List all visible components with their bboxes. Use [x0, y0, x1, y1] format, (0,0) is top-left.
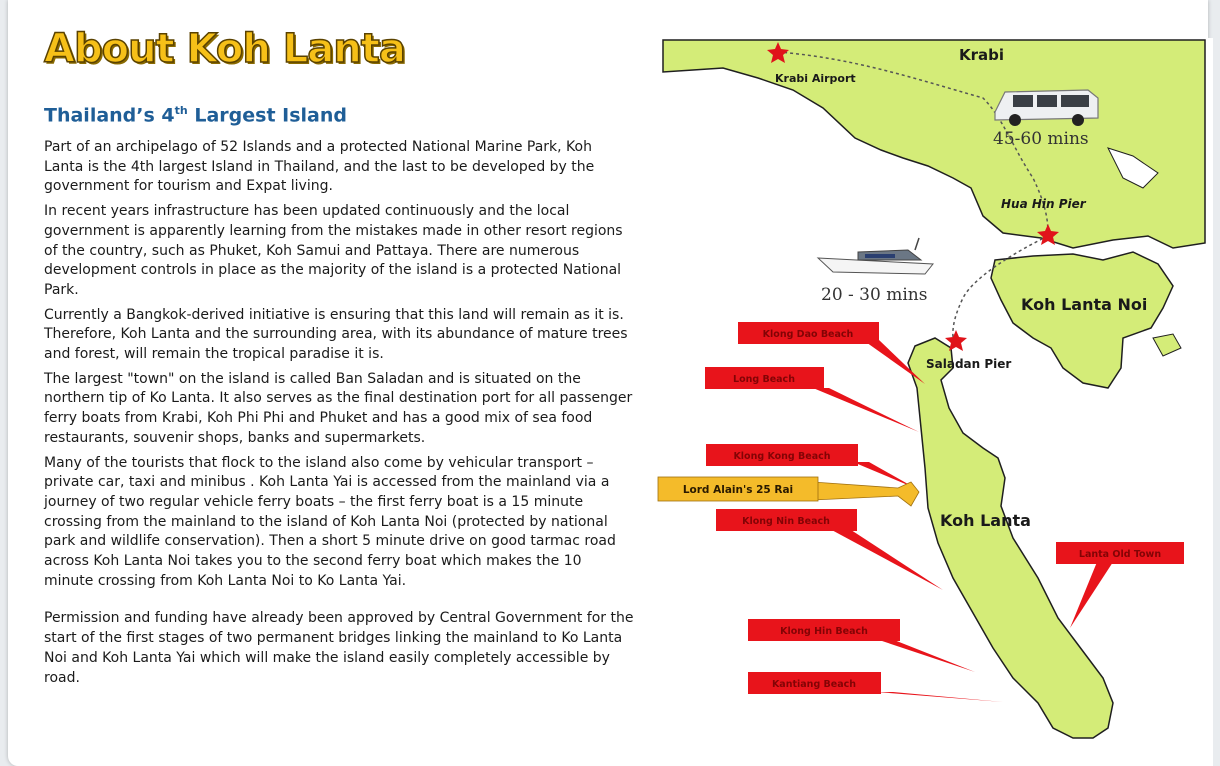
label-koh-lanta: Koh Lanta: [940, 511, 1031, 530]
label-koh-lanta-noi: Koh Lanta Noi: [1021, 295, 1148, 314]
label-property: Lord Alain's 25 Rai: [682, 484, 794, 496]
label-van-time: 45-60 mins: [993, 129, 1089, 149]
subtitle-main: Thailand’s 4: [44, 104, 175, 127]
paragraph: Permission and funding have already been approved by Central Government for the start of the first stages of two permanent bridges linking the mainland to Ko Lanta Noi and Koh Lanta Yai which will make the island easily completely accessible by road.: [44, 610, 634, 686]
label-klong-nin-beach: Klong Nin Beach: [742, 516, 830, 527]
label-krabi: Krabi: [959, 46, 1005, 64]
label-lanta-old-town: Lanta Old Town: [1078, 549, 1162, 560]
page-title: About Koh Lanta: [44, 26, 405, 72]
paragraph: Part of an archipelago of 52 Islands and a protected National Marine Park, Koh Lanta is the 4th largest Island in Thailand, and the last to be developed by the government for tourism and Expat living.: [44, 139, 595, 195]
article-body: [44, 138, 634, 693]
label-klong-dao-beach: Klong Dao Beach: [762, 329, 854, 340]
koh-lanta-map: [653, 38, 1213, 766]
subtitle-superscript: th: [174, 104, 188, 117]
info-page: [8, 0, 1208, 766]
paragraph: Many of the tourists that flock to the island also come by vehicular transport – private car, taxi and minibus . Koh Lanta Yai is accessed from the mainland via a journey of two regular vehicle ferry boats – the first ferry boat is a 15 minute crossing from the mainland to the island of Koh Lanta Noi (protected by national park and wildlife conservation). Then a short 5 minute drive on good tarmac road across Koh Lanta Noi takes you to the second ferry boat which makes the 10 minute crossing from Koh Lanta Noi to Ko Lanta Yai.: [44, 454, 616, 589]
label-klong-hin-beach: Klong Hin Beach: [780, 626, 868, 637]
label-boat-time: 20 - 30 mins: [821, 285, 928, 305]
label-klong-kong-beach: Klong Kong Beach: [733, 451, 831, 462]
paragraph: The largest "town" on the island is called Ban Saladan and is situated on the northern tip of Ko Lanta. It also serves as the final destination port for all passenger ferry boats from Krabi, Koh Phi Phi and Phuket and has a good mix of sea food restaurants, souvenir shops, banks and supermarkets.: [44, 370, 633, 446]
paragraph: Currently a Bangkok-derived initiative is ensuring that this land will remain as it is. Therefore, Koh Lanta and the surrounding area, with its abundance of mature trees and forest, will remain the tropical paradise it is.: [44, 306, 628, 363]
paragraph: In recent years infrastructure has been updated continuously and the local government is apparently learning from the mistakes made in other resort regions of the country, such as Phuket, Koh Samui and Pattaya. There are numerous development controls in place as the majority of the island is a protected National Park.: [44, 203, 623, 298]
page-subtitle: [44, 104, 347, 126]
subtitle-end: Largest Island: [187, 104, 347, 127]
label-saladan-pier: Saladan Pier: [926, 357, 1012, 371]
label-long-beach: Long Beach: [733, 374, 795, 385]
label-hua-hin-pier: Hua Hin Pier: [1001, 197, 1086, 211]
label-kantiang-beach: Kantiang Beach: [771, 679, 857, 690]
label-krabi-airport: Krabi Airport: [775, 72, 856, 85]
